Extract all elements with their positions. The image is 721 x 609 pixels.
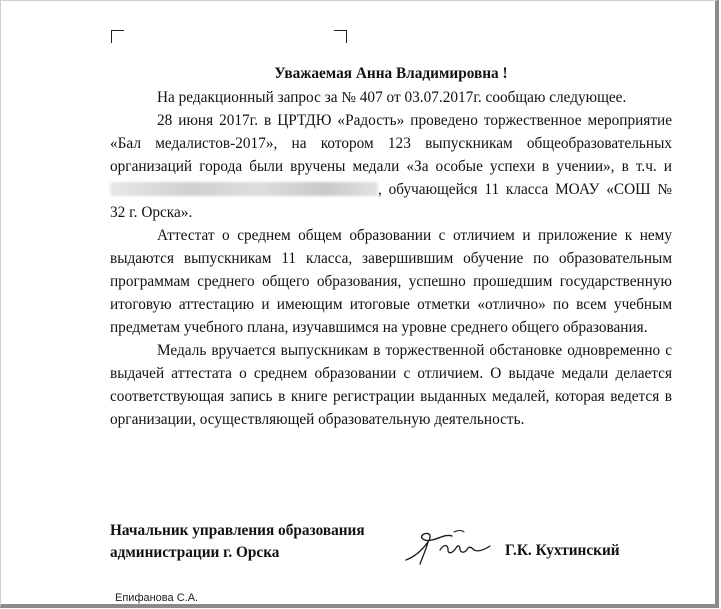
executor-name: Епифанова С.А.	[115, 592, 199, 604]
paragraph-medal: Медаль вручается выпускникам в торжественной обстановке одновременно с выдачей аттестата о среднем образовании с отличием. О выдаче медали делается соответствующая запись в книге регистрации выданных медалей, которая ведется в организации, осуществляющей образовательную деятельность.	[110, 342, 672, 428]
signer-name: Г.К. Кухтинский	[505, 542, 620, 559]
letter-body	[110, 62, 672, 431]
paragraph-event	[110, 109, 672, 224]
signer-position-line2: администрации г. Орска	[110, 544, 280, 561]
address-corner-mark-left	[111, 30, 124, 43]
handwritten-signature	[402, 520, 497, 570]
signer-position-line1: Начальник управления образования	[110, 522, 365, 539]
paragraph-certificate: Аттестат о среднем общем образовании с отличием и приложение к нему выдаются выпускникам 11 класса, завершившим обучение по образовательным программам среднего общего образования, успешно прошедшим государственную итоговую аттестацию и имеющим итоговые отметки «отлично» по всем учебным предметам учебного плана, изучавшимся на уровне среднего общего образования.	[110, 227, 672, 336]
paragraph-event-before: 28 июня 2017г. в ЦРТДЮ «Радость» проведено торжественное мероприятие «Бал медалистов-2017», на котором 123 выпускникам общеобразовательных организаций города были вручены медали «За особые успехи в учении», в т.ч. и	[110, 112, 672, 175]
address-corner-mark-right	[334, 30, 347, 43]
greeting: Уважаемая Анна Владимировна !	[274, 65, 508, 82]
paragraph-request: На редакционный запрос за № 407 от 03.07.2017г. сообщаю следующее.	[157, 89, 627, 106]
signer-position	[110, 520, 365, 564]
paragraph-event-after: , обучающейся 11 класса МОАУ «СОШ № 32 г. Орска».	[110, 181, 672, 221]
redacted-name	[110, 182, 378, 196]
